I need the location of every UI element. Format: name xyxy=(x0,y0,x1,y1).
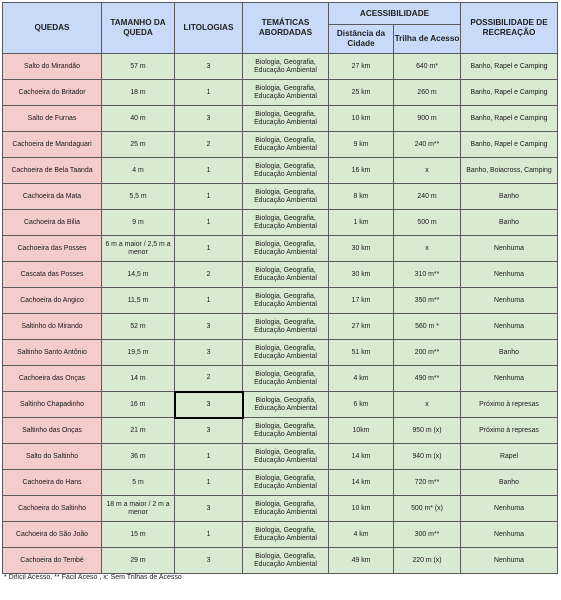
cell-distancia[interactable]: 30 km xyxy=(329,262,394,288)
cell-distancia[interactable]: 4 km xyxy=(329,522,394,548)
cell-trilha[interactable]: x xyxy=(394,392,461,418)
cell-litologias[interactable]: 3 xyxy=(175,418,243,444)
cell-litologias[interactable]: 1 xyxy=(175,288,243,314)
cell-tematicas[interactable]: Biologia, Geografia, Educação Ambiental xyxy=(243,54,329,80)
table-row xyxy=(3,158,558,184)
table-row xyxy=(3,496,558,522)
table-row xyxy=(3,288,558,314)
cell-recreacao[interactable]: Próximo à represas xyxy=(461,392,558,418)
cell-tematicas[interactable]: Biologia, Geografia, Educação Ambiental xyxy=(243,548,329,574)
cell-queda[interactable]: Cachoeira do Saltinho xyxy=(3,496,102,522)
cell-tematicas[interactable]: Biologia, Geografia, Educação Ambiental xyxy=(243,314,329,340)
cell-litologias[interactable]: 3 xyxy=(175,314,243,340)
table-legend: * Difícil Acesso, ** Fácil Aceso , x: Sem Trilhas de Acesso xyxy=(4,574,182,581)
cell-queda[interactable]: Salto do Saltinho xyxy=(3,444,102,470)
cell-litologias[interactable]: 3 xyxy=(175,392,243,418)
cell-recreacao[interactable]: Banho xyxy=(461,210,558,236)
table-row xyxy=(3,54,558,80)
cell-distancia[interactable]: 8 km xyxy=(329,184,394,210)
cell-trilha[interactable]: 640 m* xyxy=(394,54,461,80)
cell-distancia[interactable]: 14 km xyxy=(329,444,394,470)
cell-queda[interactable]: Cachoeira do Angico xyxy=(3,288,102,314)
cell-tamanho[interactable]: 18 m a maior / 2 m a menor xyxy=(102,496,175,522)
cell-tamanho[interactable]: 21 m xyxy=(102,418,175,444)
cell-distancia[interactable]: 25 km xyxy=(329,80,394,106)
cell-distancia[interactable]: 1 km xyxy=(329,210,394,236)
table-row xyxy=(3,236,558,262)
cell-queda[interactable]: Cachoeira das Posses xyxy=(3,236,102,262)
cell-trilha[interactable]: 560 m * xyxy=(394,314,461,340)
cell-tematicas[interactable]: Biologia, Geografia, Educação Ambiental xyxy=(243,132,329,158)
cell-tamanho[interactable]: 15 m xyxy=(102,522,175,548)
cell-queda[interactable]: Salto de Furnas xyxy=(3,106,102,132)
cell-litologias[interactable]: 2 xyxy=(175,262,243,288)
table-row xyxy=(3,132,558,158)
cell-litologias[interactable]: 1 xyxy=(175,210,243,236)
cell-distancia[interactable]: 4 km xyxy=(329,366,394,392)
cell-tematicas[interactable]: Biologia, Geografia, Educação Ambiental xyxy=(243,210,329,236)
header-distancia: Distância da Cidade xyxy=(329,25,394,54)
cell-tamanho[interactable]: 6 m a maior / 2,5 m a menor xyxy=(102,236,175,262)
header-litologias: LITOLOGIAS xyxy=(175,3,243,54)
cell-trilha[interactable]: 950 m (x) xyxy=(394,418,461,444)
cell-recreacao[interactable]: Próximo à represas xyxy=(461,418,558,444)
cell-litologias[interactable]: 1 xyxy=(175,80,243,106)
cell-queda[interactable]: Cachoeira das Onças xyxy=(3,366,102,392)
cell-litologias[interactable]: 3 xyxy=(175,548,243,574)
cell-litologias[interactable]: 1 xyxy=(175,158,243,184)
cell-tamanho[interactable]: 5 m xyxy=(102,470,175,496)
cell-litologias[interactable]: 3 xyxy=(175,340,243,366)
cell-tematicas[interactable]: Biologia, Geografia, Educação Ambiental xyxy=(243,522,329,548)
cell-litologias[interactable]: 1 xyxy=(175,470,243,496)
cell-tematicas[interactable]: Biologia, Geografia, Educação Ambiental xyxy=(243,262,329,288)
cell-tematicas[interactable]: Biologia, Geografia, Educação Ambiental xyxy=(243,158,329,184)
cell-queda[interactable]: Cachoeira da Bilia xyxy=(3,210,102,236)
cell-recreacao[interactable]: Banho xyxy=(461,340,558,366)
cell-tamanho[interactable]: 36 m xyxy=(102,444,175,470)
cell-tamanho[interactable]: 29 m xyxy=(102,548,175,574)
cell-recreacao[interactable]: Banho, Rapel e Camping xyxy=(461,80,558,106)
cell-litologias[interactable]: 1 xyxy=(175,522,243,548)
table-row xyxy=(3,522,558,548)
cell-queda[interactable]: Saltinho Santo Antônio xyxy=(3,340,102,366)
cell-queda[interactable]: Cascata das Posses xyxy=(3,262,102,288)
cell-distancia[interactable]: 51 km xyxy=(329,340,394,366)
cell-litologias[interactable]: 3 xyxy=(175,496,243,522)
cell-tamanho[interactable]: 9 m xyxy=(102,210,175,236)
table-row xyxy=(3,184,558,210)
cell-distancia[interactable]: 17 km xyxy=(329,288,394,314)
table-row xyxy=(3,392,558,418)
cell-distancia[interactable]: 14 km xyxy=(329,470,394,496)
cell-tematicas[interactable]: Biologia, Geografia, Educação Ambiental xyxy=(243,366,329,392)
cell-distancia[interactable]: 49 km xyxy=(329,548,394,574)
table-row xyxy=(3,470,558,496)
table-row xyxy=(3,548,558,574)
table-body xyxy=(3,54,558,574)
cell-tematicas[interactable]: Biologia, Geografia, Educação Ambiental xyxy=(243,236,329,262)
cell-tamanho[interactable]: 4 m xyxy=(102,158,175,184)
cell-distancia[interactable]: 27 km xyxy=(329,54,394,80)
cell-tematicas[interactable]: Biologia, Geografia, Educação Ambiental xyxy=(243,496,329,522)
cell-trilha[interactable]: x xyxy=(394,158,461,184)
table-row xyxy=(3,340,558,366)
cell-trilha[interactable]: 220 m (x) xyxy=(394,548,461,574)
cell-recreacao[interactable]: Nenhuma xyxy=(461,236,558,262)
cell-trilha[interactable]: 500 m xyxy=(394,210,461,236)
cell-distancia[interactable]: 30 km xyxy=(329,236,394,262)
cell-litologias[interactable]: 3 xyxy=(175,106,243,132)
cell-queda[interactable]: Saltinho do Mirando xyxy=(3,314,102,340)
table-row xyxy=(3,444,558,470)
cell-trilha[interactable]: 490 m** xyxy=(394,366,461,392)
cell-tamanho[interactable]: 40 m xyxy=(102,106,175,132)
cell-distancia[interactable]: 10 km xyxy=(329,106,394,132)
cell-recreacao[interactable]: Nenhuma xyxy=(461,262,558,288)
cell-litologias[interactable]: 1 xyxy=(175,236,243,262)
cell-trilha[interactable]: 500 m* (x) xyxy=(394,496,461,522)
table-row xyxy=(3,262,558,288)
waterfall-table-container xyxy=(2,2,557,574)
header-tamanho: TAMANHO DA QUEDA xyxy=(102,3,175,54)
cell-tamanho[interactable]: 11,5 m xyxy=(102,288,175,314)
cell-recreacao[interactable]: Banho, Boiacross, Camping xyxy=(461,158,558,184)
cell-queda[interactable]: Saltinho Chapadinho xyxy=(3,392,102,418)
cell-queda[interactable]: Saltinho das Onças xyxy=(3,418,102,444)
cell-distancia[interactable]: 10 km xyxy=(329,496,394,522)
cell-queda[interactable]: Cachoeira do Tembé xyxy=(3,548,102,574)
header-tematicas: TEMÁTICAS ABORDADAS xyxy=(243,3,329,54)
cell-recreacao[interactable]: Nenhuma xyxy=(461,366,558,392)
cell-recreacao[interactable]: Nenhuma xyxy=(461,496,558,522)
cell-distancia[interactable]: 9 km xyxy=(329,132,394,158)
cell-tematicas[interactable]: Biologia, Geografia, Educação Ambiental xyxy=(243,470,329,496)
cell-recreacao[interactable]: Rapel xyxy=(461,444,558,470)
cell-distancia[interactable]: 6 km xyxy=(329,392,394,418)
cell-trilha[interactable]: 940 m (x) xyxy=(394,444,461,470)
cell-tamanho[interactable]: 5,5 m xyxy=(102,184,175,210)
cell-tamanho[interactable]: 16 m xyxy=(102,392,175,418)
waterfall-table xyxy=(2,2,558,574)
cell-trilha[interactable]: x xyxy=(394,236,461,262)
cell-distancia[interactable]: 27 km xyxy=(329,314,394,340)
cell-tamanho[interactable]: 14 m xyxy=(102,366,175,392)
table-row xyxy=(3,106,558,132)
cell-recreacao[interactable]: Nenhuma xyxy=(461,288,558,314)
cell-litologias[interactable]: 1 xyxy=(175,184,243,210)
cell-recreacao[interactable]: Nenhuma xyxy=(461,522,558,548)
cell-tematicas[interactable]: Biologia, Geografia, Educação Ambiental xyxy=(243,106,329,132)
header-acessibilidade: ACESSIBILIDADE xyxy=(329,3,461,25)
cell-tamanho[interactable]: 57 m xyxy=(102,54,175,80)
cell-trilha[interactable]: 310 m** xyxy=(394,262,461,288)
cell-litologias[interactable]: 2 xyxy=(175,132,243,158)
cell-tematicas[interactable]: Biologia, Geografia, Educação Ambiental xyxy=(243,184,329,210)
cell-recreacao[interactable]: Banho, Rapel e Camping xyxy=(461,132,558,158)
cell-distancia[interactable]: 16 km xyxy=(329,158,394,184)
header-trilha: Trilha de Acesso xyxy=(394,25,461,54)
cell-tematicas[interactable]: Biologia, Geografia, Educação Ambiental xyxy=(243,288,329,314)
cell-tamanho[interactable]: 14,5 m xyxy=(102,262,175,288)
table-row xyxy=(3,418,558,444)
cell-recreacao[interactable]: Banho xyxy=(461,470,558,496)
cell-litologias[interactable]: 1 xyxy=(175,444,243,470)
table-row xyxy=(3,314,558,340)
cell-litologias[interactable]: 2 xyxy=(175,366,243,392)
cell-queda[interactable]: Cachoeira de Bela Taanda xyxy=(3,158,102,184)
cell-trilha[interactable]: 260 m xyxy=(394,80,461,106)
cell-distancia[interactable]: 10km xyxy=(329,418,394,444)
cell-queda[interactable]: Cachoeira do São João xyxy=(3,522,102,548)
cell-tematicas[interactable]: Biologia, Geografia, Educação Ambiental xyxy=(243,392,329,418)
cell-trilha[interactable]: 240 m** xyxy=(394,132,461,158)
cell-queda[interactable]: Salto do Mirandão xyxy=(3,54,102,80)
header-quedas: QUEDAS xyxy=(3,3,102,54)
cell-recreacao[interactable]: Nenhuma xyxy=(461,548,558,574)
cell-recreacao[interactable]: Banho, Rapel e Camping xyxy=(461,54,558,80)
cell-tematicas[interactable]: Biologia, Geografia, Educação Ambiental xyxy=(243,80,329,106)
cell-trilha[interactable]: 200 m** xyxy=(394,340,461,366)
cell-tamanho[interactable]: 52 m xyxy=(102,314,175,340)
cell-recreacao[interactable]: Banho, Rapel e Camping xyxy=(461,106,558,132)
cell-tamanho[interactable]: 18 m xyxy=(102,80,175,106)
cell-queda[interactable]: Cachoeira de Mandaguari xyxy=(3,132,102,158)
cell-trilha[interactable]: 350 m** xyxy=(394,288,461,314)
cell-queda[interactable]: Cachoeira do Hans xyxy=(3,470,102,496)
cell-recreacao[interactable]: Banho xyxy=(461,184,558,210)
cell-tamanho[interactable]: 19,5 m xyxy=(102,340,175,366)
cell-tematicas[interactable]: Biologia, Geografia, Educação Ambiental xyxy=(243,444,329,470)
cell-tematicas[interactable]: Biologia, Geografia, Educação Ambiental xyxy=(243,340,329,366)
cell-queda[interactable]: Cachoeira da Mata xyxy=(3,184,102,210)
cell-trilha[interactable]: 300 m** xyxy=(394,522,461,548)
table-row xyxy=(3,80,558,106)
cell-tematicas[interactable]: Biologia, Geografia, Educação Ambiental xyxy=(243,418,329,444)
table-row xyxy=(3,366,558,392)
cell-litologias[interactable]: 3 xyxy=(175,54,243,80)
table-row xyxy=(3,210,558,236)
cell-recreacao[interactable]: Nenhuma xyxy=(461,314,558,340)
cell-tamanho[interactable]: 25 m xyxy=(102,132,175,158)
cell-trilha[interactable]: 240 m xyxy=(394,184,461,210)
cell-trilha[interactable]: 900 m xyxy=(394,106,461,132)
cell-queda[interactable]: Cachoeira do Britador xyxy=(3,80,102,106)
header-recreacao: POSSIBILIDADE DE RECREAÇÃO xyxy=(461,3,558,54)
cell-trilha[interactable]: 720 m** xyxy=(394,470,461,496)
